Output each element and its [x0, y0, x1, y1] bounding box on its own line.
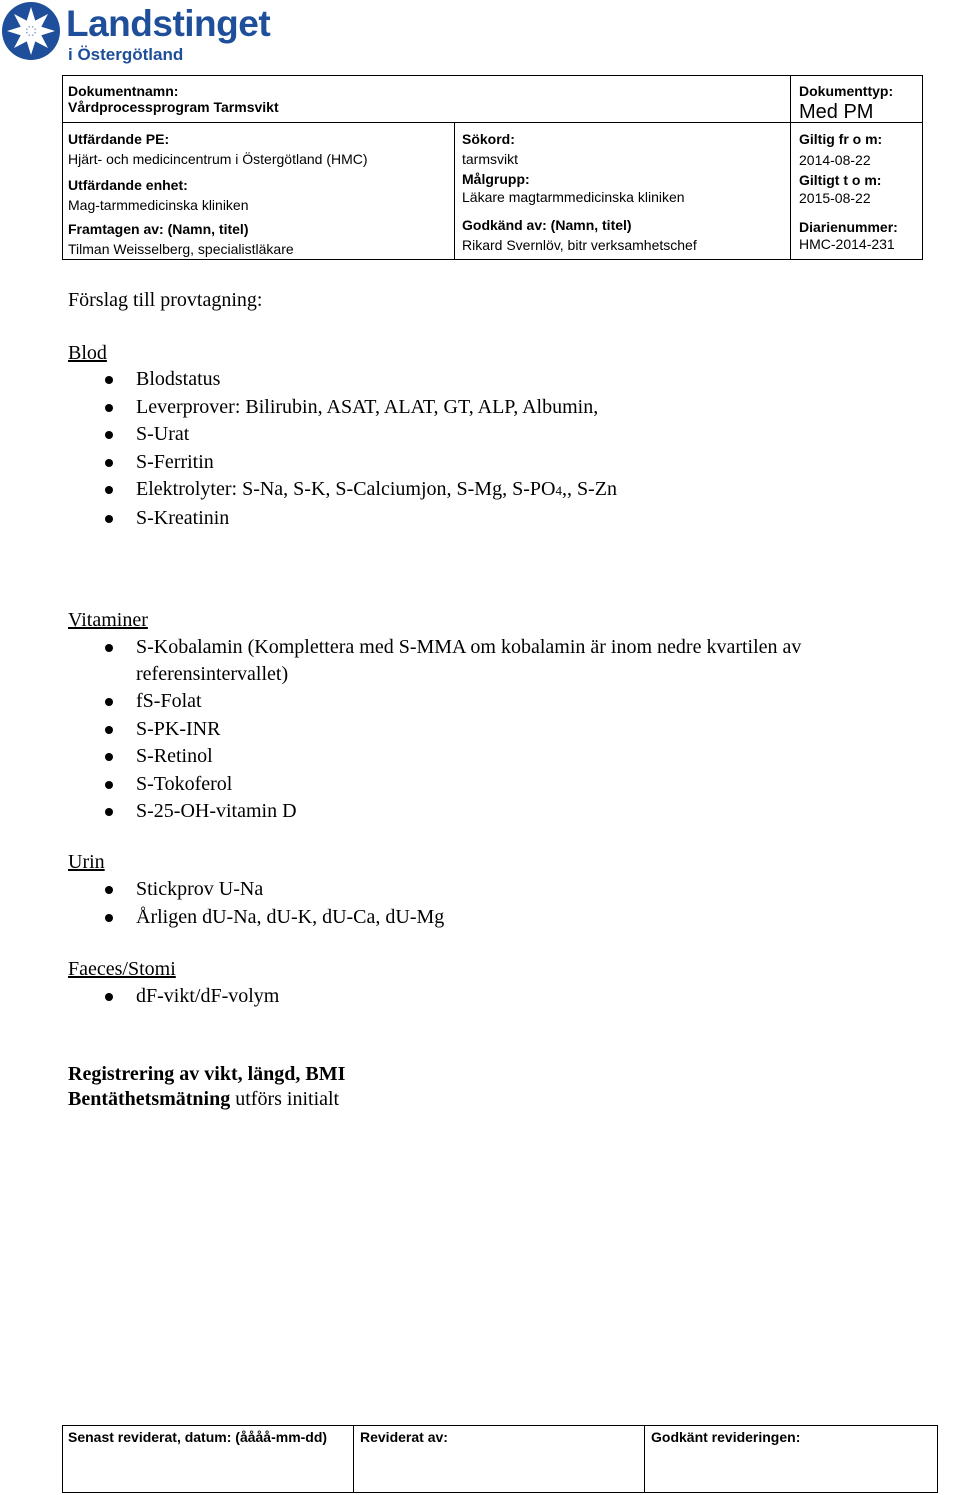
- list-item: dF-vikt/dF-volym: [104, 983, 279, 1011]
- elektrolyter-text: Elektrolyter: S-Na, S-K, S-Calciumjon, S-Mg, S-PO: [136, 478, 556, 500]
- header-divider: [454, 122, 455, 259]
- giltig-fr-label: Giltig fr o m:: [799, 131, 883, 147]
- dokumentnamn-label: Dokumentnamn:: [68, 83, 179, 99]
- list-item: S-Urat: [104, 421, 617, 449]
- urin-list: [104, 876, 444, 931]
- giltig-fr-value: 2014-08-22: [799, 152, 871, 168]
- utfardande-enhet-value: Mag-tarmmedicinska kliniken: [68, 197, 249, 213]
- list-item: S-Tokoferol: [104, 771, 801, 799]
- kobalamin-line-2: referensintervallet): [136, 663, 289, 685]
- footer-divider: [644, 1426, 645, 1492]
- dokumenttyp-value: Med PM: [799, 101, 874, 123]
- diarienummer-value: HMC-2014-231: [799, 236, 895, 252]
- revision-table: [62, 1425, 938, 1493]
- malgrupp-label: Målgrupp:: [462, 171, 530, 187]
- list-item: S-Kreatinin: [104, 505, 617, 533]
- section-heading-blod: Blod: [68, 342, 107, 364]
- bentathet-rest: utförs initialt: [230, 1088, 340, 1110]
- giltig-to-label: Giltigt t o m:: [799, 172, 882, 188]
- faeces-list: [104, 983, 279, 1011]
- list-item: fS-Folat: [104, 688, 801, 716]
- godkand-value: Rikard Svernlöv, bitr verksamhetschef: [462, 237, 697, 253]
- logo-title: Landstinget: [66, 3, 271, 44]
- list-item: Blodstatus: [104, 366, 617, 394]
- header-divider: [790, 76, 791, 122]
- section-heading-vitaminer: Vitaminer: [68, 609, 148, 631]
- logo: [0, 0, 300, 72]
- utfardande-pe-value: Hjärt- och medicincentrum i Östergötland (HMC): [68, 151, 368, 167]
- list-item: S-Ferritin: [104, 449, 617, 477]
- list-item: S-Retinol: [104, 743, 801, 771]
- registrering-text: Registrering av vikt, längd, BMI: [68, 1063, 346, 1085]
- list-item: Årligen dU-Na, dU-K, dU-Ca, dU-Mg: [104, 904, 444, 932]
- vitaminer-list: [104, 634, 801, 826]
- godkant-revideringen-label: Godkänt revideringen:: [651, 1429, 801, 1445]
- malgrupp-value: Läkare magtarmmedicinska kliniken: [462, 189, 685, 205]
- list-item: S-PK-INR: [104, 716, 801, 744]
- sokord-label: Sökord:: [462, 131, 515, 147]
- blod-list: [104, 366, 617, 532]
- logo-subtitle: i Östergötland: [68, 45, 184, 64]
- list-item: Leverprover: Bilirubin, ASAT, ALAT, GT, ALP, Albumin,: [104, 394, 617, 422]
- sokord-value: tarmsvikt: [462, 151, 518, 167]
- giltig-to-value: 2015-08-22: [799, 190, 871, 206]
- document-header-table: [62, 75, 923, 260]
- section-heading-urin: Urin: [68, 851, 105, 873]
- senast-reviderat-label: Senast reviderat, datum: (åååå-mm-dd): [68, 1429, 328, 1445]
- framtagen-value: Tilman Weisselberg, specialistläkare: [68, 241, 294, 257]
- godkand-label: Godkänd av: (Namn, titel): [462, 217, 632, 233]
- utfardande-enhet-label: Utfärdande enhet:: [68, 177, 188, 193]
- star-flower-icon: [0, 0, 62, 62]
- intro-heading: Förslag till provtagning:: [68, 289, 263, 311]
- kobalamin-line-1: S-Kobalamin (Komplettera med S-MMA om kobalamin är inom nedre kvartilen av: [136, 636, 802, 658]
- elektrolyter-subscript: 4: [555, 483, 562, 498]
- header-divider: [790, 122, 791, 259]
- list-item: [104, 634, 801, 688]
- list-item: [104, 476, 617, 505]
- section-heading-faeces: Faeces/Stomi: [68, 958, 176, 980]
- bentathet-line: [68, 1088, 339, 1110]
- framtagen-label: Framtagen av: (Namn, titel): [68, 221, 249, 237]
- dokumentnamn-value: Vårdprocessprogram Tarmsvikt: [68, 99, 279, 115]
- elektrolyter-suffix: ,, S-Zn: [561, 478, 617, 500]
- reviderat-av-label: Reviderat av:: [360, 1429, 448, 1445]
- list-item: Stickprov U-Na: [104, 876, 444, 904]
- dokumenttyp-label: Dokumenttyp:: [799, 83, 894, 99]
- list-item: S-25-OH-vitamin D: [104, 798, 801, 826]
- utfardande-pe-label: Utfärdande PE:: [68, 131, 170, 147]
- footer-divider: [353, 1426, 354, 1492]
- diarienummer-label: Diarienummer:: [799, 219, 898, 235]
- header-divider: [63, 122, 922, 123]
- bentathet-bold: Bentäthetsmätning: [68, 1088, 231, 1110]
